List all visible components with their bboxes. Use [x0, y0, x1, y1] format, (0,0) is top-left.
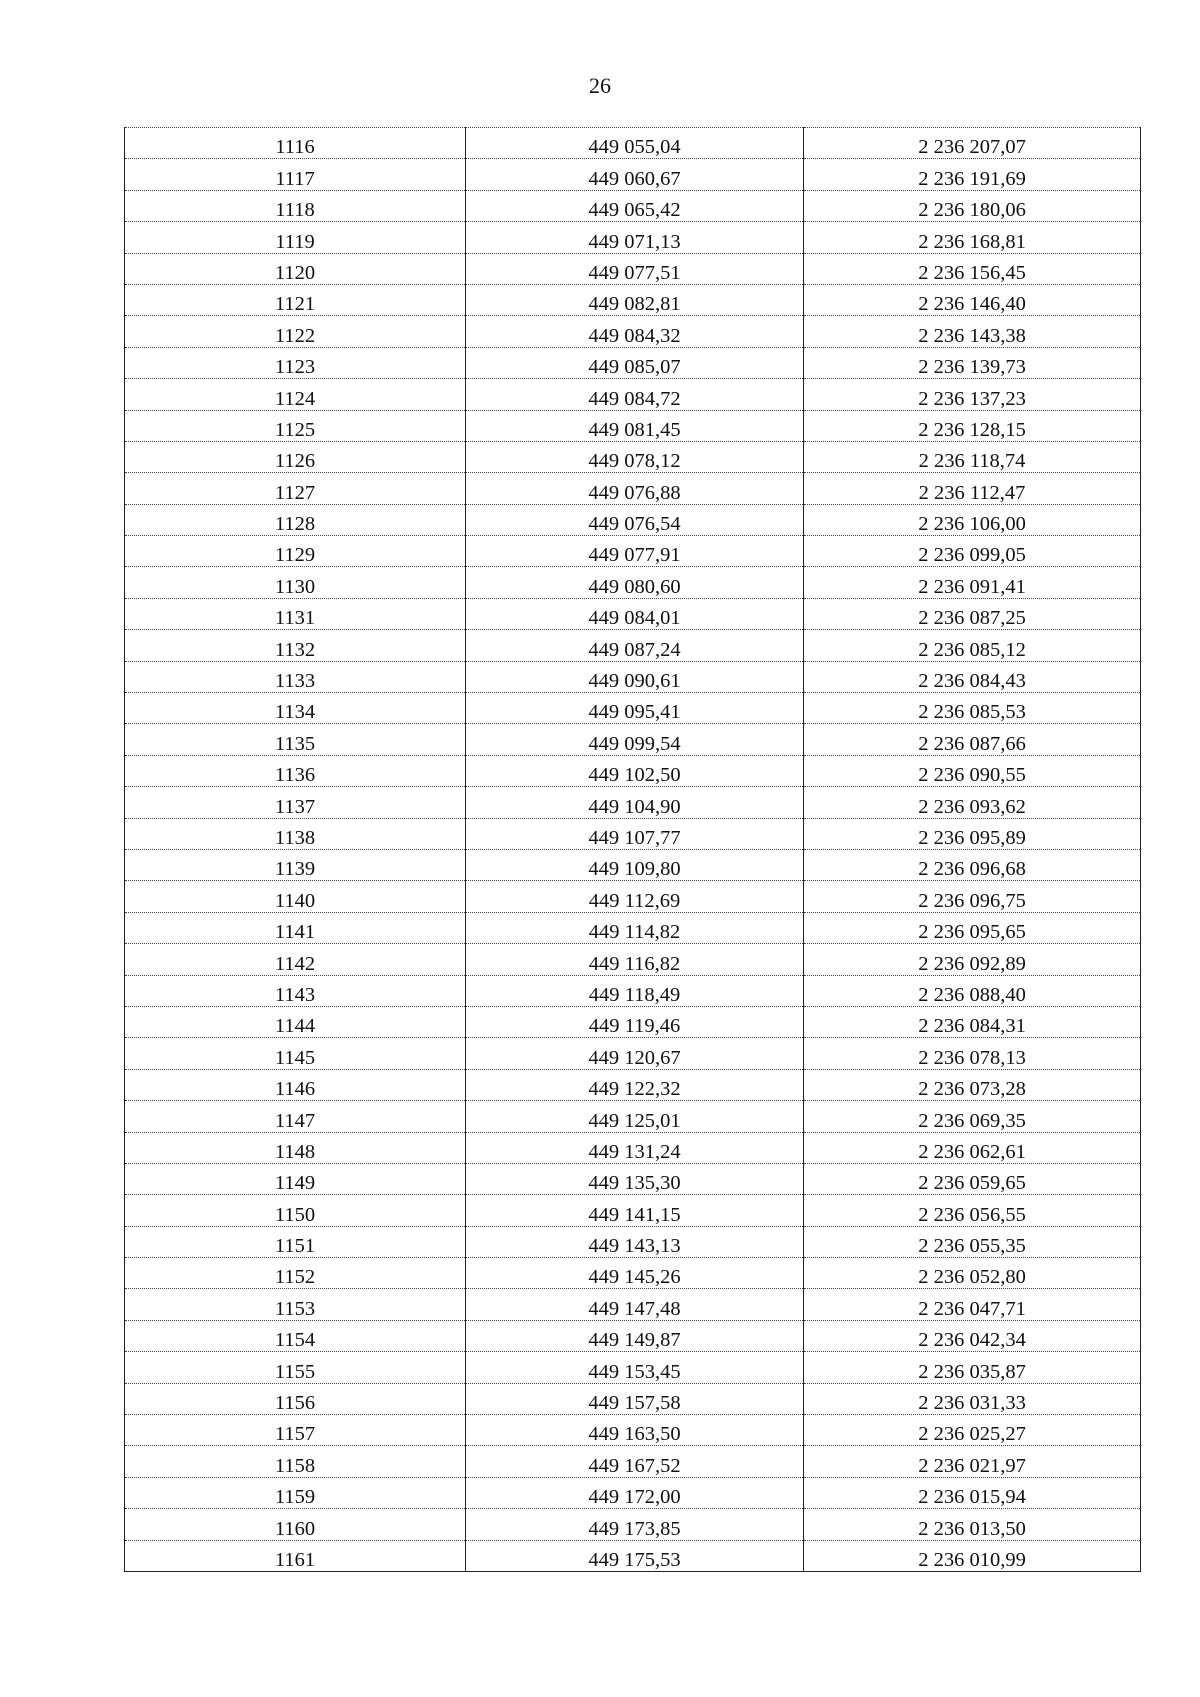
table-row — [125, 190, 1141, 221]
point-number-cell: 1151 — [125, 1226, 466, 1257]
y-coordinate-cell: 2 236 062,61 — [804, 1132, 1141, 1163]
point-number-cell: 1134 — [125, 693, 466, 724]
x-coordinate-cell: 449 085,07 — [466, 347, 804, 378]
point-number-cell: 1133 — [125, 661, 466, 692]
y-coordinate-cell: 2 236 096,68 — [804, 849, 1141, 880]
y-coordinate-cell: 2 236 085,12 — [804, 630, 1141, 661]
x-coordinate-cell: 449 157,58 — [466, 1383, 804, 1414]
y-coordinate-cell: 2 236 042,34 — [804, 1320, 1141, 1351]
y-coordinate-cell: 2 236 128,15 — [804, 410, 1141, 441]
y-coordinate-cell: 2 236 118,74 — [804, 441, 1141, 472]
y-coordinate-cell: 2 236 090,55 — [804, 755, 1141, 786]
y-coordinate-cell: 2 236 091,41 — [804, 567, 1141, 598]
y-coordinate-cell: 2 236 059,65 — [804, 1163, 1141, 1194]
point-number-cell: 1130 — [125, 567, 466, 598]
point-number-cell: 1147 — [125, 1101, 466, 1132]
x-coordinate-cell: 449 077,91 — [466, 536, 804, 567]
x-coordinate-cell: 449 104,90 — [466, 787, 804, 818]
point-number-cell: 1139 — [125, 849, 466, 880]
y-coordinate-cell: 2 236 088,40 — [804, 975, 1141, 1006]
table-row — [125, 536, 1141, 567]
table-row — [125, 1069, 1141, 1100]
table-row — [125, 567, 1141, 598]
y-coordinate-cell: 2 236 031,33 — [804, 1383, 1141, 1414]
y-coordinate-cell: 2 236 055,35 — [804, 1226, 1141, 1257]
point-number-cell: 1156 — [125, 1383, 466, 1414]
y-coordinate-cell: 2 236 180,06 — [804, 190, 1141, 221]
y-coordinate-cell: 2 236 047,71 — [804, 1289, 1141, 1320]
point-number-cell: 1157 — [125, 1415, 466, 1446]
x-coordinate-cell: 449 076,88 — [466, 473, 804, 504]
table-row — [125, 441, 1141, 472]
point-number-cell: 1136 — [125, 755, 466, 786]
x-coordinate-cell: 449 084,72 — [466, 379, 804, 410]
point-number-cell: 1132 — [125, 630, 466, 661]
x-coordinate-cell: 449 084,01 — [466, 598, 804, 629]
point-number-cell: 1123 — [125, 347, 466, 378]
table-row — [125, 1289, 1141, 1320]
point-number-cell: 1152 — [125, 1258, 466, 1289]
table-row — [125, 849, 1141, 880]
table-row — [125, 1258, 1141, 1289]
y-coordinate-cell: 2 236 078,13 — [804, 1038, 1141, 1069]
table-row — [125, 1101, 1141, 1132]
x-coordinate-cell: 449 060,67 — [466, 159, 804, 190]
table-row — [125, 504, 1141, 535]
table-row — [125, 630, 1141, 661]
point-number-cell: 1140 — [125, 881, 466, 912]
point-number-cell: 1129 — [125, 536, 466, 567]
x-coordinate-cell: 449 145,26 — [466, 1258, 804, 1289]
table-row — [125, 881, 1141, 912]
x-coordinate-cell: 449 076,54 — [466, 504, 804, 535]
x-coordinate-cell: 449 112,69 — [466, 881, 804, 912]
y-coordinate-cell: 2 236 137,23 — [804, 379, 1141, 410]
x-coordinate-cell: 449 055,04 — [466, 128, 804, 159]
point-number-cell: 1150 — [125, 1195, 466, 1226]
page-number: 26 — [589, 73, 611, 98]
x-coordinate-cell: 449 167,52 — [466, 1446, 804, 1477]
table-row — [125, 159, 1141, 190]
point-number-cell: 1116 — [125, 128, 466, 159]
x-coordinate-cell: 449 077,51 — [466, 253, 804, 284]
point-number-cell: 1135 — [125, 724, 466, 755]
table-row — [125, 253, 1141, 284]
table-row — [125, 316, 1141, 347]
point-number-cell: 1121 — [125, 284, 466, 315]
table-row — [125, 1540, 1141, 1571]
x-coordinate-cell: 449 119,46 — [466, 1006, 804, 1037]
table-row — [125, 222, 1141, 253]
x-coordinate-cell: 449 163,50 — [466, 1415, 804, 1446]
point-number-cell: 1143 — [125, 975, 466, 1006]
y-coordinate-cell: 2 236 112,47 — [804, 473, 1141, 504]
point-number-cell: 1148 — [125, 1132, 466, 1163]
point-number-cell: 1137 — [125, 787, 466, 818]
y-coordinate-cell: 2 236 093,62 — [804, 787, 1141, 818]
x-coordinate-cell: 449 078,12 — [466, 441, 804, 472]
x-coordinate-cell: 449 087,24 — [466, 630, 804, 661]
y-coordinate-cell: 2 236 087,66 — [804, 724, 1141, 755]
table-row — [125, 912, 1141, 943]
x-coordinate-cell: 449 065,42 — [466, 190, 804, 221]
y-coordinate-cell: 2 236 052,80 — [804, 1258, 1141, 1289]
x-coordinate-cell: 449 135,30 — [466, 1163, 804, 1194]
table-row — [125, 787, 1141, 818]
x-coordinate-cell: 449 118,49 — [466, 975, 804, 1006]
point-number-cell: 1145 — [125, 1038, 466, 1069]
x-coordinate-cell: 449 071,13 — [466, 222, 804, 253]
point-number-cell: 1149 — [125, 1163, 466, 1194]
x-coordinate-cell: 449 102,50 — [466, 755, 804, 786]
coordinates-table — [124, 127, 1141, 1572]
table-row — [125, 1163, 1141, 1194]
table-row — [125, 410, 1141, 441]
y-coordinate-cell: 2 236 095,65 — [804, 912, 1141, 943]
x-coordinate-cell: 449 081,45 — [466, 410, 804, 441]
table-row — [125, 1038, 1141, 1069]
point-number-cell: 1126 — [125, 441, 466, 472]
x-coordinate-cell: 449 122,32 — [466, 1069, 804, 1100]
y-coordinate-cell: 2 236 056,55 — [804, 1195, 1141, 1226]
point-number-cell: 1117 — [125, 159, 466, 190]
x-coordinate-cell: 449 153,45 — [466, 1352, 804, 1383]
x-coordinate-cell: 449 082,81 — [466, 284, 804, 315]
table-row — [125, 944, 1141, 975]
point-number-cell: 1153 — [125, 1289, 466, 1320]
table-row — [125, 1226, 1141, 1257]
x-coordinate-cell: 449 120,67 — [466, 1038, 804, 1069]
point-number-cell: 1142 — [125, 944, 466, 975]
point-number-cell: 1154 — [125, 1320, 466, 1351]
point-number-cell: 1127 — [125, 473, 466, 504]
y-coordinate-cell: 2 236 069,35 — [804, 1101, 1141, 1132]
table-row — [125, 1509, 1141, 1540]
table-row — [125, 1477, 1141, 1508]
x-coordinate-cell: 449 131,24 — [466, 1132, 804, 1163]
y-coordinate-cell: 2 236 106,00 — [804, 504, 1141, 535]
y-coordinate-cell: 2 236 139,73 — [804, 347, 1141, 378]
table-row — [125, 975, 1141, 1006]
point-number-cell: 1138 — [125, 818, 466, 849]
x-coordinate-cell: 449 173,85 — [466, 1509, 804, 1540]
point-number-cell: 1131 — [125, 598, 466, 629]
point-number-cell: 1118 — [125, 190, 466, 221]
table-row — [125, 1320, 1141, 1351]
y-coordinate-cell: 2 236 092,89 — [804, 944, 1141, 975]
y-coordinate-cell: 2 236 021,97 — [804, 1446, 1141, 1477]
table-row — [125, 473, 1141, 504]
x-coordinate-cell: 449 141,15 — [466, 1195, 804, 1226]
x-coordinate-cell: 449 125,01 — [466, 1101, 804, 1132]
table-row — [125, 724, 1141, 755]
x-coordinate-cell: 449 084,32 — [466, 316, 804, 347]
y-coordinate-cell: 2 236 087,25 — [804, 598, 1141, 629]
y-coordinate-cell: 2 236 010,99 — [804, 1540, 1141, 1571]
y-coordinate-cell: 2 236 207,07 — [804, 128, 1141, 159]
table-row — [125, 1006, 1141, 1037]
table-row — [125, 598, 1141, 629]
y-coordinate-cell: 2 236 168,81 — [804, 222, 1141, 253]
point-number-cell: 1122 — [125, 316, 466, 347]
y-coordinate-cell: 2 236 191,69 — [804, 159, 1141, 190]
point-number-cell: 1141 — [125, 912, 466, 943]
point-number-cell: 1146 — [125, 1069, 466, 1100]
x-coordinate-cell: 449 090,61 — [466, 661, 804, 692]
x-coordinate-cell: 449 109,80 — [466, 849, 804, 880]
table-row — [125, 1446, 1141, 1477]
y-coordinate-cell: 2 236 095,89 — [804, 818, 1141, 849]
table-row — [125, 128, 1141, 159]
point-number-cell: 1119 — [125, 222, 466, 253]
point-number-cell: 1128 — [125, 504, 466, 535]
x-coordinate-cell: 449 149,87 — [466, 1320, 804, 1351]
x-coordinate-cell: 449 107,77 — [466, 818, 804, 849]
table-row — [125, 755, 1141, 786]
table-row — [125, 1195, 1141, 1226]
x-coordinate-cell: 449 116,82 — [466, 944, 804, 975]
point-number-cell: 1125 — [125, 410, 466, 441]
x-coordinate-cell: 449 114,82 — [466, 912, 804, 943]
y-coordinate-cell: 2 236 156,45 — [804, 253, 1141, 284]
y-coordinate-cell: 2 236 084,31 — [804, 1006, 1141, 1037]
x-coordinate-cell: 449 147,48 — [466, 1289, 804, 1320]
y-coordinate-cell: 2 236 035,87 — [804, 1352, 1141, 1383]
x-coordinate-cell: 449 143,13 — [466, 1226, 804, 1257]
y-coordinate-cell: 2 236 143,38 — [804, 316, 1141, 347]
y-coordinate-cell: 2 236 013,50 — [804, 1509, 1141, 1540]
table-row — [125, 693, 1141, 724]
table-row — [125, 1383, 1141, 1414]
table-row — [125, 661, 1141, 692]
y-coordinate-cell: 2 236 073,28 — [804, 1069, 1141, 1100]
point-number-cell: 1158 — [125, 1446, 466, 1477]
point-number-cell: 1124 — [125, 379, 466, 410]
y-coordinate-cell: 2 236 085,53 — [804, 693, 1141, 724]
point-number-cell: 1159 — [125, 1477, 466, 1508]
table-row — [125, 347, 1141, 378]
table-row — [125, 1352, 1141, 1383]
point-number-cell: 1120 — [125, 253, 466, 284]
table-row — [125, 379, 1141, 410]
point-number-cell: 1161 — [125, 1540, 466, 1571]
x-coordinate-cell: 449 080,60 — [466, 567, 804, 598]
table-row — [125, 284, 1141, 315]
y-coordinate-cell: 2 236 015,94 — [804, 1477, 1141, 1508]
table-row — [125, 818, 1141, 849]
y-coordinate-cell: 2 236 099,05 — [804, 536, 1141, 567]
y-coordinate-cell: 2 236 096,75 — [804, 881, 1141, 912]
point-number-cell: 1155 — [125, 1352, 466, 1383]
x-coordinate-cell: 449 095,41 — [466, 693, 804, 724]
x-coordinate-cell: 449 175,53 — [466, 1540, 804, 1571]
table-row — [125, 1132, 1141, 1163]
y-coordinate-cell: 2 236 025,27 — [804, 1415, 1141, 1446]
x-coordinate-cell: 449 099,54 — [466, 724, 804, 755]
point-number-cell: 1160 — [125, 1509, 466, 1540]
x-coordinate-cell: 449 172,00 — [466, 1477, 804, 1508]
coordinates-table-body — [125, 128, 1141, 1572]
y-coordinate-cell: 2 236 084,43 — [804, 661, 1141, 692]
point-number-cell: 1144 — [125, 1006, 466, 1037]
table-row — [125, 1415, 1141, 1446]
y-coordinate-cell: 2 236 146,40 — [804, 284, 1141, 315]
